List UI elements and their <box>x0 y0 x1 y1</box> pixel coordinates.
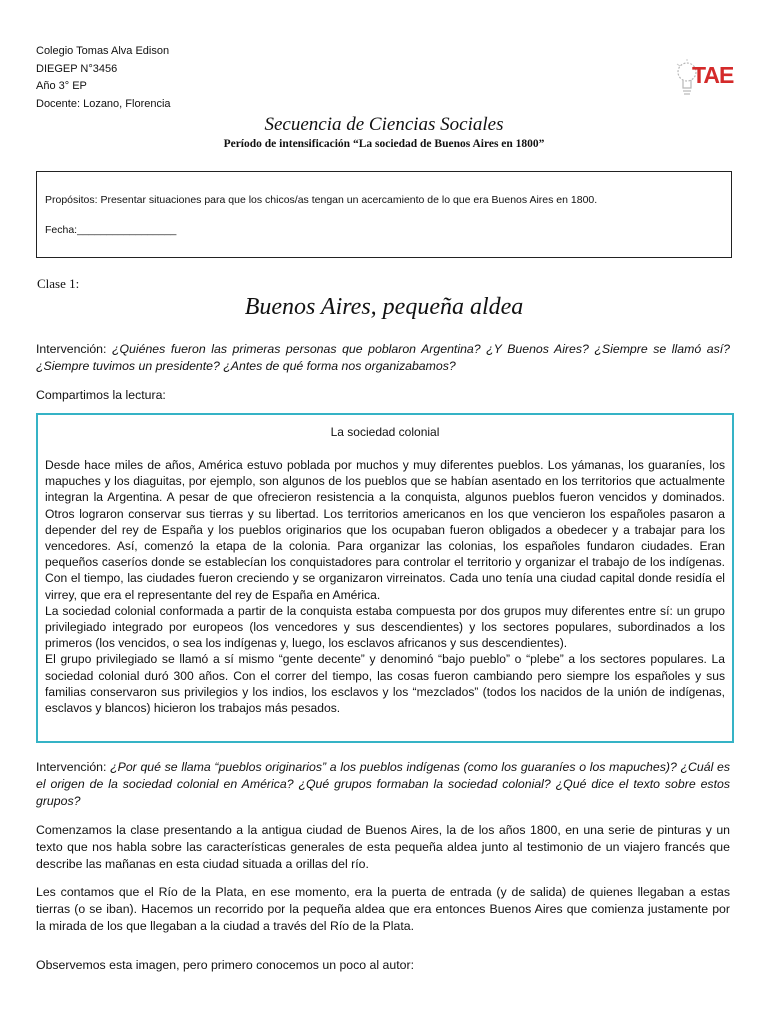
school-logo <box>676 58 732 100</box>
intervention-label: Intervención: <box>36 342 112 356</box>
intervention-label: Intervención: <box>36 760 111 774</box>
purpose-box <box>36 171 732 258</box>
diegep-number: DIEGEP N°3456 <box>36 62 118 75</box>
paragraph-observe: Observemos esta imagen, pero primero conocemos un poco al autor: <box>36 958 414 972</box>
reading-text <box>45 457 725 716</box>
paragraph-river: Les contamos que el Río de la Plata, en ese momento, era la puerta de entrada (y de salida) de quienes llegaban a estas tierras (o se iban). Hacemos un recorrido por la pequeña aldea que era entonces Buenos Aires que comienza justamente por la mirada de los que llegaban a la ciudad a través del Río de la Plata. <box>36 885 730 933</box>
class-label: Clase 1: <box>37 276 80 291</box>
reading-box <box>36 413 734 743</box>
purpose-text: Propósitos: Presentar situaciones para que los chicos/as tengan un acercamiento de lo que era Buenos Aires en 1800. <box>45 194 598 206</box>
lesson-title: Buenos Aires, pequeña aldea <box>244 294 524 320</box>
share-reading-text: Compartimos la lectura: <box>36 388 166 402</box>
intervention-question: ¿Por qué se llama “pueblos originarios” a los pueblos indígenas (como los guaraníes o los mapuches)? ¿Cuál es el origen de la sociedad colonial en América? ¿Qué grupos formaban la sociedad colonial? ¿Qué dice el texto sobre estos grupos? <box>36 760 731 808</box>
school-name: Colegio Tomas Alva Edison <box>36 45 170 57</box>
document-title: Secuencia de Ciencias Sociales <box>264 114 504 135</box>
reading-paragraph: Desde hace miles de años, América estuvo poblada por muchos y muy diferentes pueblos. Los yámanas, los guaraníes, los mapuches y los diaguitas, por ejemplo, son algunos de los pueblos que se habían asentado en los territorios que actualmente integran la Argentina. A pesar de que ofrecieron resistencia a la conquista, algunos pueblos fueron vencidos y dominados. Otros lograron conservar sus tierras y su libertad. Los territorios americanos en los que vencieron los españoles pasaron a depender del rey de España y los pueblos originarios que los ocupaban fueron obligados a obedecer y a trabajar para los vencedores. Así, comenzó la etapa de la colonia. Para organizar las colonias, los españoles fundaron ciudades. Eran pequeños caseríos donde se establecían los conquistadores para controlar el territorio y organizar el trabajo de los indígenas. Con el tiempo, las ciudades fueron creciendo y se organizaron virreinatos. Cada uno tenía una ciudad capital donde residía el virrey, que era el representante del rey de España en América. <box>45 458 725 602</box>
document-subtitle: Período de intensificación “La sociedad de Buenos Aires en 1800” <box>223 138 545 150</box>
paragraph-start: Comenzamos la clase presentando a la antigua ciudad de Buenos Aires, la de los años 1800, en una serie de pinturas y un texto que nos habla sobre las características generales de esta pequeña aldea junto al testimonio de un viajero francés que describe las mañanas en esta ciudad situada a orillas del río. <box>36 823 730 871</box>
intervention-question: ¿Quiénes fueron las primeras personas que poblaron Argentina? ¿Y Buenos Aires? ¿Siempre se llamó así? ¿Siempre tuvimos un presidente? ¿Antes de qué forma nos organizabamos? <box>36 342 730 373</box>
teacher-name: Docente: Lozano, Florencia <box>36 97 171 110</box>
reading-paragraph: La sociedad colonial conformada a partir de la conquista estaba compuesta por dos grupos muy diferentes entre sí: un grupo privilegiado integrado por europeos (los vencedores y sus descendientes) y los sectores populares, subordinados a los primeros (los vencidos, o sea los indígenas y, luego, los esclavos africanos y sus descendientes). <box>45 603 725 651</box>
reading-title: La sociedad colonial <box>330 425 440 439</box>
intervention-1 <box>36 341 730 375</box>
date-field: Fecha:_________________ <box>45 224 177 236</box>
school-header <box>36 43 171 113</box>
school-year: Año 3° EP <box>36 80 87 92</box>
logo-text: TAE <box>692 62 734 88</box>
reading-paragraph: El grupo privilegiado se llamó a sí mismo “gente decente” y denominó “bajo pueblo” o “plebe” a los sectores populares. La sociedad colonial duró 300 años. Con el correr del tiempo, las cosas fueron cambiando pero siempre los españoles y sus familias conservaron sus privilegios y los indios, los esclavos y los “mezclados” (todos los nacidos de la unión de indígenas, esclavos y blancos) hicieron los trabajos más pesados. <box>45 652 725 716</box>
intervention-2 <box>36 759 730 810</box>
